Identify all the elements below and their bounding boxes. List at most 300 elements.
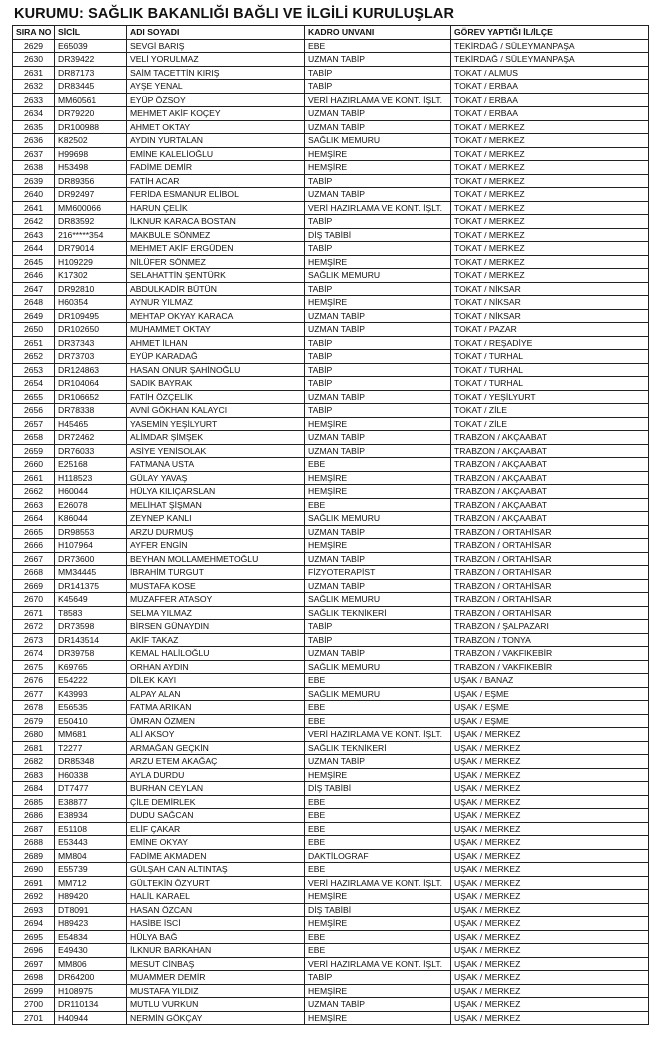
gorev-yeri-cell: TRABZON / AKÇAABAT — [451, 471, 649, 485]
adi-soyadi-cell: MESUT CİNBAŞ — [127, 957, 305, 971]
sicil-cell: H60044 — [55, 485, 127, 499]
kadro-unvani-cell: UZMAN TABİP — [305, 647, 451, 661]
gorev-yeri-cell: TOKAT / ERBAA — [451, 93, 649, 107]
sira-no-cell: 2657 — [13, 417, 55, 431]
sicil-cell: MM806 — [55, 957, 127, 971]
sira-no-cell: 2659 — [13, 444, 55, 458]
adi-soyadi-cell: ELİF ÇAKAR — [127, 822, 305, 836]
sicil-cell: DR89356 — [55, 174, 127, 188]
sicil-cell: DT7477 — [55, 782, 127, 796]
gorev-yeri-cell: TRABZON / AKÇAABAT — [451, 444, 649, 458]
kadro-unvani-cell: HEMŞİRE — [305, 147, 451, 161]
sira-no-cell: 2692 — [13, 890, 55, 904]
table-row — [13, 53, 649, 67]
adi-soyadi-cell: MUSTAFA KOSE — [127, 579, 305, 593]
adi-soyadi-cell: SEVGİ BARIŞ — [127, 39, 305, 53]
gorev-yeri-cell: UŞAK / MERKEZ — [451, 876, 649, 890]
gorev-yeri-cell: TRABZON / ORTAHİSAR — [451, 525, 649, 539]
sira-no-cell: 2686 — [13, 809, 55, 823]
sicil-cell: DR83592 — [55, 215, 127, 229]
gorev-yeri-cell: UŞAK / MERKEZ — [451, 836, 649, 850]
sicil-cell: DR100988 — [55, 120, 127, 134]
sira-no-cell: 2701 — [13, 1011, 55, 1025]
sira-no-cell: 2649 — [13, 309, 55, 323]
sira-no-cell: 2636 — [13, 134, 55, 148]
gorev-yeri-cell: TOKAT / MERKEZ — [451, 120, 649, 134]
table-row — [13, 107, 649, 121]
kadro-unvani-cell: EBE — [305, 714, 451, 728]
gorev-yeri-cell: TOKAT / NİKSAR — [451, 309, 649, 323]
adi-soyadi-cell: HÜLYA BAĞ — [127, 930, 305, 944]
sicil-cell: DR73598 — [55, 620, 127, 634]
sicil-cell: DR79220 — [55, 107, 127, 121]
sira-no-cell: 2672 — [13, 620, 55, 634]
table-row — [13, 512, 649, 526]
table-row — [13, 849, 649, 863]
sicil-cell: MM60561 — [55, 93, 127, 107]
table-row — [13, 660, 649, 674]
adi-soyadi-cell: AYLA DURDU — [127, 768, 305, 782]
adi-soyadi-cell: ABDULKADİR BÜTÜN — [127, 282, 305, 296]
kadro-unvani-cell: UZMAN TABİP — [305, 431, 451, 445]
sira-no-cell: 2660 — [13, 458, 55, 472]
sicil-cell: DR92497 — [55, 188, 127, 202]
table-row — [13, 782, 649, 796]
adi-soyadi-cell: MUAMMER DEMİR — [127, 971, 305, 985]
adi-soyadi-cell: ALİMDAR ŞİMŞEK — [127, 431, 305, 445]
adi-soyadi-cell: GÜLTEKİN ÖZYURT — [127, 876, 305, 890]
kadro-unvani-cell: TABİP — [305, 377, 451, 391]
sira-no-cell: 2694 — [13, 917, 55, 931]
sicil-cell: DR73600 — [55, 552, 127, 566]
table-row — [13, 147, 649, 161]
sicil-cell: DR98553 — [55, 525, 127, 539]
adi-soyadi-cell: MUHAMMET OKTAY — [127, 323, 305, 337]
gorev-yeri-cell: TOKAT / ERBAA — [451, 107, 649, 121]
adi-soyadi-cell: ORHAN AYDIN — [127, 660, 305, 674]
gorev-yeri-cell: UŞAK / MERKEZ — [451, 795, 649, 809]
table-row — [13, 971, 649, 985]
sicil-cell: MM600066 — [55, 201, 127, 215]
adi-soyadi-cell: HASAN ÖZCAN — [127, 903, 305, 917]
kadro-unvani-cell: UZMAN TABİP — [305, 188, 451, 202]
adi-soyadi-cell: ASİYE YENİSOLAK — [127, 444, 305, 458]
sicil-cell: K82502 — [55, 134, 127, 148]
kadro-unvani-cell: TABİP — [305, 215, 451, 229]
kadro-unvani-cell: VERİ HAZIRLAMA VE KONT. İŞLT. — [305, 957, 451, 971]
kadro-unvani-cell: TABİP — [305, 350, 451, 364]
sira-no-cell: 2677 — [13, 687, 55, 701]
sira-no-cell: 2674 — [13, 647, 55, 661]
kadro-unvani-cell: FİZYOTERAPİST — [305, 566, 451, 580]
kadro-unvani-cell: TABİP — [305, 620, 451, 634]
kadro-unvani-cell: UZMAN TABİP — [305, 107, 451, 121]
sira-no-cell: 2655 — [13, 390, 55, 404]
kadro-unvani-cell: SAĞLIK MEMURU — [305, 269, 451, 283]
sicil-cell: E56535 — [55, 701, 127, 715]
adi-soyadi-cell: FATİH ACAR — [127, 174, 305, 188]
sicil-cell: K45649 — [55, 593, 127, 607]
kadro-unvani-cell: SAĞLIK TEKNİKERİ — [305, 606, 451, 620]
sira-no-cell: 2673 — [13, 633, 55, 647]
gorev-yeri-cell: UŞAK / MERKEZ — [451, 809, 649, 823]
gorev-yeri-cell: UŞAK / MERKEZ — [451, 998, 649, 1012]
sira-no-cell: 2629 — [13, 39, 55, 53]
table-row — [13, 795, 649, 809]
sira-no-cell: 2679 — [13, 714, 55, 728]
sicil-cell: K69765 — [55, 660, 127, 674]
sicil-cell: H89420 — [55, 890, 127, 904]
gorev-yeri-cell: UŞAK / EŞME — [451, 714, 649, 728]
adi-soyadi-cell: HASİBE İSCİ — [127, 917, 305, 931]
sira-no-cell: 2656 — [13, 404, 55, 418]
gorev-yeri-cell: UŞAK / MERKEZ — [451, 903, 649, 917]
kadro-unvani-cell: HEMŞİRE — [305, 890, 451, 904]
gorev-yeri-cell: TOKAT / PAZAR — [451, 323, 649, 337]
sira-no-cell: 2650 — [13, 323, 55, 337]
gorev-yeri-cell: UŞAK / MERKEZ — [451, 957, 649, 971]
table-row — [13, 903, 649, 917]
kadro-unvani-cell: UZMAN TABİP — [305, 309, 451, 323]
sira-no-cell: 2633 — [13, 93, 55, 107]
sira-no-cell: 2640 — [13, 188, 55, 202]
sicil-cell: E54834 — [55, 930, 127, 944]
table-row — [13, 336, 649, 350]
adi-soyadi-cell: FERİDA ESMANUR ELİBOL — [127, 188, 305, 202]
table-row — [13, 444, 649, 458]
table-row — [13, 417, 649, 431]
kadro-unvani-cell: HEMŞİRE — [305, 984, 451, 998]
sicil-cell: DR106652 — [55, 390, 127, 404]
gorev-yeri-cell: UŞAK / MERKEZ — [451, 930, 649, 944]
table-row — [13, 228, 649, 242]
header-adi-soyadi: ADI SOYADI — [127, 26, 305, 40]
kadro-unvani-cell: HEMŞİRE — [305, 296, 451, 310]
gorev-yeri-cell: TOKAT / MERKEZ — [451, 242, 649, 256]
gorev-yeri-cell: UŞAK / MERKEZ — [451, 741, 649, 755]
sicil-cell: K17302 — [55, 269, 127, 283]
sira-no-cell: 2669 — [13, 579, 55, 593]
sira-no-cell: 2699 — [13, 984, 55, 998]
table-row — [13, 120, 649, 134]
table-row — [13, 80, 649, 94]
document-title: KURUMU: SAĞLIK BAKANLIĞI BAĞLI VE İLGİLİ KURULUŞLAR — [14, 6, 455, 22]
sicil-cell: H109229 — [55, 255, 127, 269]
adi-soyadi-cell: AYŞE YENAL — [127, 80, 305, 94]
sicil-cell: H60354 — [55, 296, 127, 310]
adi-soyadi-cell: HARUN ÇELİK — [127, 201, 305, 215]
kadro-unvani-cell: SAĞLIK TEKNİKERİ — [305, 741, 451, 755]
sicil-cell: T8583 — [55, 606, 127, 620]
sicil-cell: DR124863 — [55, 363, 127, 377]
sicil-cell: E26078 — [55, 498, 127, 512]
gorev-yeri-cell: TRABZON / ORTAHİSAR — [451, 566, 649, 580]
kadro-unvani-cell: SAĞLIK MEMURU — [305, 660, 451, 674]
sira-no-cell: 2645 — [13, 255, 55, 269]
table-row — [13, 242, 649, 256]
sicil-cell: E38934 — [55, 809, 127, 823]
adi-soyadi-cell: HALİL KARAEL — [127, 890, 305, 904]
table-row — [13, 998, 649, 1012]
sira-no-cell: 2641 — [13, 201, 55, 215]
table-row — [13, 876, 649, 890]
sicil-cell: DR141375 — [55, 579, 127, 593]
adi-soyadi-cell: ZEYNEP KANLI — [127, 512, 305, 526]
adi-soyadi-cell: MELİHAT ŞİŞMAN — [127, 498, 305, 512]
adi-soyadi-cell: MUTLU VURKUN — [127, 998, 305, 1012]
kadro-unvani-cell: HEMŞİRE — [305, 417, 451, 431]
adi-soyadi-cell: GÜLAY YAVAŞ — [127, 471, 305, 485]
sicil-cell: H108975 — [55, 984, 127, 998]
sira-no-cell: 2665 — [13, 525, 55, 539]
sicil-cell: DR109495 — [55, 309, 127, 323]
table-row — [13, 215, 649, 229]
adi-soyadi-cell: FATMANA USTA — [127, 458, 305, 472]
gorev-yeri-cell: TOKAT / NİKSAR — [451, 296, 649, 310]
gorev-yeri-cell: TRABZON / VAKFIKEBİR — [451, 647, 649, 661]
kadro-unvani-cell: EBE — [305, 458, 451, 472]
table-row — [13, 93, 649, 107]
gorev-yeri-cell: TOKAT / TURHAL — [451, 363, 649, 377]
sicil-cell: H40944 — [55, 1011, 127, 1025]
adi-soyadi-cell: AVNİ GÖKHAN KALAYCI — [127, 404, 305, 418]
gorev-yeri-cell: TOKAT / TURHAL — [451, 377, 649, 391]
sira-no-cell: 2682 — [13, 755, 55, 769]
sicil-cell: DR110134 — [55, 998, 127, 1012]
gorev-yeri-cell: TRABZON / ORTAHİSAR — [451, 552, 649, 566]
gorev-yeri-cell: UŞAK / MERKEZ — [451, 890, 649, 904]
sira-no-cell: 2691 — [13, 876, 55, 890]
kadro-unvani-cell: EBE — [305, 836, 451, 850]
header-sicil: SİCİL — [55, 26, 127, 40]
table-row — [13, 552, 649, 566]
table-row — [13, 620, 649, 634]
sira-no-cell: 2638 — [13, 161, 55, 175]
table-row — [13, 1011, 649, 1025]
kadro-unvani-cell: HEMŞİRE — [305, 161, 451, 175]
table-row — [13, 498, 649, 512]
gorev-yeri-cell: TOKAT / MERKEZ — [451, 188, 649, 202]
sira-no-cell: 2687 — [13, 822, 55, 836]
sicil-cell: DR87173 — [55, 66, 127, 80]
sira-no-cell: 2663 — [13, 498, 55, 512]
sicil-cell: DR64200 — [55, 971, 127, 985]
table-row — [13, 593, 649, 607]
sicil-cell: 216*****354 — [55, 228, 127, 242]
kadro-unvani-cell: HEMŞİRE — [305, 539, 451, 553]
table-row — [13, 431, 649, 445]
gorev-yeri-cell: TOKAT / MERKEZ — [451, 228, 649, 242]
table-row — [13, 728, 649, 742]
sicil-cell: E54222 — [55, 674, 127, 688]
sira-no-cell: 2698 — [13, 971, 55, 985]
sicil-cell: MM804 — [55, 849, 127, 863]
sira-no-cell: 2696 — [13, 944, 55, 958]
table-row — [13, 188, 649, 202]
sira-no-cell: 2681 — [13, 741, 55, 755]
gorev-yeri-cell: UŞAK / MERKEZ — [451, 728, 649, 742]
table-row — [13, 350, 649, 364]
kadro-unvani-cell: TABİP — [305, 66, 451, 80]
kadro-unvani-cell: HEMŞİRE — [305, 471, 451, 485]
gorev-yeri-cell: UŞAK / MERKEZ — [451, 822, 649, 836]
sira-no-cell: 2684 — [13, 782, 55, 796]
adi-soyadi-cell: AKİF TAKAZ — [127, 633, 305, 647]
kadro-unvani-cell: DİŞ TABİBİ — [305, 782, 451, 796]
adi-soyadi-cell: EYÜP KARADAĞ — [127, 350, 305, 364]
adi-soyadi-cell: AYDIN YURTALAN — [127, 134, 305, 148]
adi-soyadi-cell: SELMA YILMAZ — [127, 606, 305, 620]
sicil-cell: E25168 — [55, 458, 127, 472]
gorev-yeri-cell: UŞAK / MERKEZ — [451, 944, 649, 958]
sicil-cell: E65039 — [55, 39, 127, 53]
adi-soyadi-cell: NİLÜFER SÖNMEZ — [127, 255, 305, 269]
gorev-yeri-cell: UŞAK / MERKEZ — [451, 971, 649, 985]
kadro-unvani-cell: UZMAN TABİP — [305, 390, 451, 404]
header-sira-no: SIRA NO — [13, 26, 55, 40]
sira-no-cell: 2634 — [13, 107, 55, 121]
sira-no-cell: 2670 — [13, 593, 55, 607]
gorev-yeri-cell: UŞAK / BANAZ — [451, 674, 649, 688]
sira-no-cell: 2648 — [13, 296, 55, 310]
sira-no-cell: 2632 — [13, 80, 55, 94]
kadro-unvani-cell: TABİP — [305, 363, 451, 377]
sicil-cell: DR39422 — [55, 53, 127, 67]
sicil-cell: H53498 — [55, 161, 127, 175]
sicil-cell: E50410 — [55, 714, 127, 728]
adi-soyadi-cell: ARZU DURMUŞ — [127, 525, 305, 539]
gorev-yeri-cell: TRABZON / ORTAHİSAR — [451, 606, 649, 620]
kadro-unvani-cell: TABİP — [305, 282, 451, 296]
kadro-unvani-cell: VERİ HAZIRLAMA VE KONT. İŞLT. — [305, 728, 451, 742]
kadro-unvani-cell: SAĞLIK MEMURU — [305, 593, 451, 607]
sicil-cell: E38877 — [55, 795, 127, 809]
adi-soyadi-cell: FATİH ÖZÇELİK — [127, 390, 305, 404]
gorev-yeri-cell: UŞAK / EŞME — [451, 701, 649, 715]
table-row — [13, 984, 649, 998]
adi-soyadi-cell: EMİNE OKYAY — [127, 836, 305, 850]
adi-soyadi-cell: FATMA ARIKAN — [127, 701, 305, 715]
sira-no-cell: 2683 — [13, 768, 55, 782]
sira-no-cell: 2652 — [13, 350, 55, 364]
header-gorev-yeri: GÖREV YAPTIĞI İL/İLÇE — [451, 26, 649, 40]
sira-no-cell: 2693 — [13, 903, 55, 917]
table-row — [13, 309, 649, 323]
kadro-unvani-cell: DİŞ TABİBİ — [305, 903, 451, 917]
kadro-unvani-cell: EBE — [305, 944, 451, 958]
gorev-yeri-cell: TOKAT / ZİLE — [451, 417, 649, 431]
sira-no-cell: 2631 — [13, 66, 55, 80]
table-row — [13, 917, 649, 931]
gorev-yeri-cell: TOKAT / MERKEZ — [451, 174, 649, 188]
adi-soyadi-cell: İLKNUR KARACA BOSTAN — [127, 215, 305, 229]
sicil-cell: DR85348 — [55, 755, 127, 769]
adi-soyadi-cell: AYNUR YILMAZ — [127, 296, 305, 310]
gorev-yeri-cell: TRABZON / AKÇAABAT — [451, 512, 649, 526]
gorev-yeri-cell: TOKAT / MERKEZ — [451, 134, 649, 148]
gorev-yeri-cell: TOKAT / ERBAA — [451, 80, 649, 94]
table-row — [13, 714, 649, 728]
kadro-unvani-cell: TABİP — [305, 174, 451, 188]
adi-soyadi-cell: ARMAĞAN GEÇKİN — [127, 741, 305, 755]
kadro-unvani-cell: UZMAN TABİP — [305, 755, 451, 769]
sicil-cell: MM34445 — [55, 566, 127, 580]
adi-soyadi-cell: BURHAN CEYLAN — [127, 782, 305, 796]
sicil-cell: MM681 — [55, 728, 127, 742]
header-kadro-unvani: KADRO UNVANI — [305, 26, 451, 40]
gorev-yeri-cell: TOKAT / NİKSAR — [451, 282, 649, 296]
sicil-cell: H60338 — [55, 768, 127, 782]
adi-soyadi-cell: ALPAY ALAN — [127, 687, 305, 701]
kadro-unvani-cell: DİŞ TABİBİ — [305, 228, 451, 242]
sicil-cell: K86044 — [55, 512, 127, 526]
adi-soyadi-cell: ARZU ETEM AKAĞAÇ — [127, 755, 305, 769]
adi-soyadi-cell: DUDU SAĞCAN — [127, 809, 305, 823]
gorev-yeri-cell: TRABZON / ORTAHİSAR — [451, 539, 649, 553]
adi-soyadi-cell: MUZAFFER ATASOY — [127, 593, 305, 607]
table-row — [13, 296, 649, 310]
table-row — [13, 957, 649, 971]
sira-no-cell: 2661 — [13, 471, 55, 485]
kadro-unvani-cell: EBE — [305, 39, 451, 53]
kadro-unvani-cell: EBE — [305, 809, 451, 823]
adi-soyadi-cell: MEHMET AKİF KOÇEY — [127, 107, 305, 121]
kadro-unvani-cell: HEMŞİRE — [305, 485, 451, 499]
table-row — [13, 809, 649, 823]
table-row — [13, 363, 649, 377]
kadro-unvani-cell: HEMŞİRE — [305, 255, 451, 269]
kadro-unvani-cell: EBE — [305, 674, 451, 688]
table-row — [13, 944, 649, 958]
sira-no-cell: 2635 — [13, 120, 55, 134]
adi-soyadi-cell: BEYHAN MOLLAMEHMETOĞLU — [127, 552, 305, 566]
table-row — [13, 687, 649, 701]
gorev-yeri-cell: TOKAT / YEŞİLYURT — [451, 390, 649, 404]
sicil-cell: DR78338 — [55, 404, 127, 418]
sicil-cell: K43993 — [55, 687, 127, 701]
adi-soyadi-cell: MAKBULE SÖNMEZ — [127, 228, 305, 242]
gorev-yeri-cell: TOKAT / ALMUS — [451, 66, 649, 80]
gorev-yeri-cell: TRABZON / VAKFIKEBİR — [451, 660, 649, 674]
table-row — [13, 822, 649, 836]
sira-no-cell: 2695 — [13, 930, 55, 944]
gorev-yeri-cell: TOKAT / MERKEZ — [451, 255, 649, 269]
kadro-unvani-cell: HEMŞİRE — [305, 1011, 451, 1025]
sicil-cell: DT8091 — [55, 903, 127, 917]
kadro-unvani-cell: UZMAN TABİP — [305, 525, 451, 539]
adi-soyadi-cell: NERMİN GÖKÇAY — [127, 1011, 305, 1025]
sira-no-cell: 2666 — [13, 539, 55, 553]
table-row — [13, 39, 649, 53]
table-row — [13, 768, 649, 782]
gorev-yeri-cell: UŞAK / MERKEZ — [451, 768, 649, 782]
adi-soyadi-cell: FADİME DEMİR — [127, 161, 305, 175]
table-header-row — [13, 26, 649, 40]
sira-no-cell: 2700 — [13, 998, 55, 1012]
sira-no-cell: 2676 — [13, 674, 55, 688]
sicil-cell: MM712 — [55, 876, 127, 890]
sicil-cell: H89423 — [55, 917, 127, 931]
sicil-cell: DR76033 — [55, 444, 127, 458]
gorev-yeri-cell: TEKİRDAĞ / SÜLEYMANPAŞA — [451, 39, 649, 53]
sira-no-cell: 2664 — [13, 512, 55, 526]
sicil-cell: DR92810 — [55, 282, 127, 296]
adi-soyadi-cell: GÜLŞAH CAN ALTINTAŞ — [127, 863, 305, 877]
sicil-cell: DR39758 — [55, 647, 127, 661]
kadro-unvani-cell: EBE — [305, 498, 451, 512]
sicil-cell: DR37343 — [55, 336, 127, 350]
adi-soyadi-cell: SADIK BAYRAK — [127, 377, 305, 391]
